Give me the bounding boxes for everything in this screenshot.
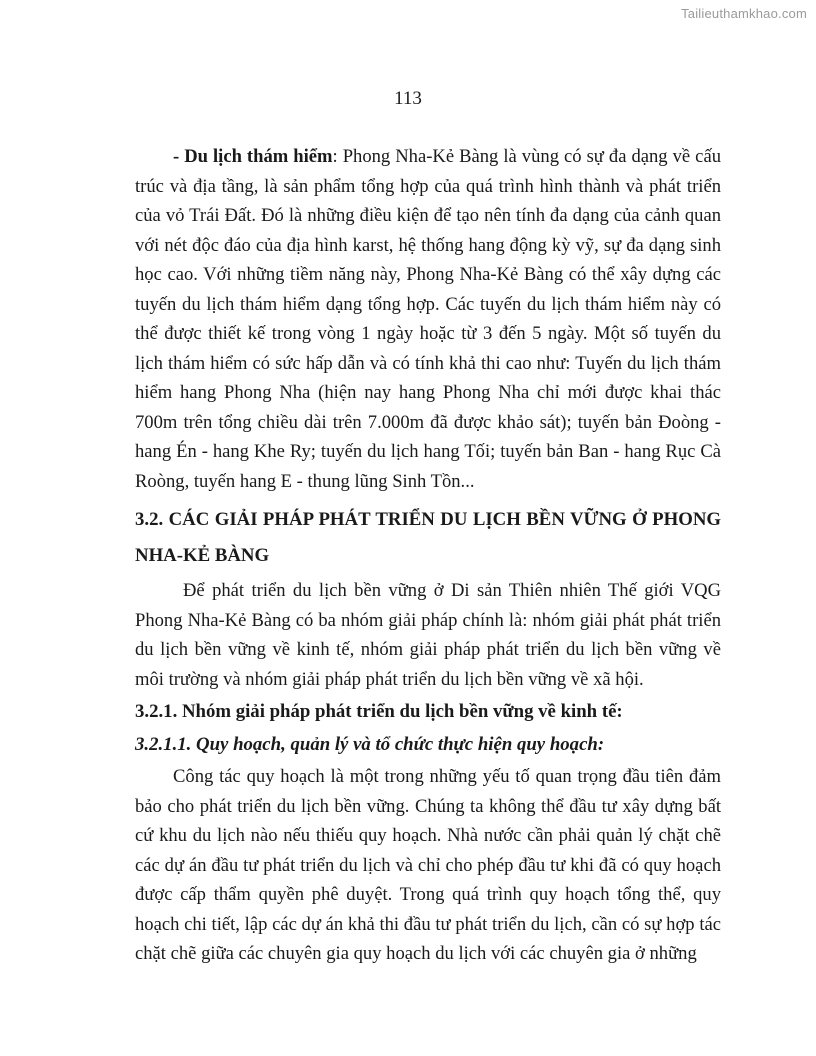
document-body <box>135 142 721 969</box>
paragraph-adventure-text: : Phong Nha-Kẻ Bàng là vùng có sự đa dạng về cấu trúc và địa tầng, là sản phẩm tổng hợp của quá trình hình thành và phát triển của vỏ Trái Đất. Đó là những điều kiện để tạo nên tính đa dạng của cảnh quan với nét độc đáo của địa hình karst, hệ thống hang động kỳ vỹ, sự đa dạng sinh học cao. Với những tiềm năng này, Phong Nha-Kẻ Bàng có thể xây dựng các tuyến du lịch thám hiểm dạng tổng hợp. Các tuyến du lịch thám hiểm này có thể được thiết kế trong vòng 1 ngày hoặc từ 3 đến 5 ngày. Một số tuyến du lịch thám hiểm có sức hấp dẫn và có tính khả thi cao như: Tuyến du lịch thám hiểm hang Phong Nha (hiện nay hang Phong Nha chỉ mới được khai thác 700m trên tổng chiều dài trên 7.000m đã được khảo sát); tuyến bản Đoòng - hang Én - hang Khe Ry; tuyến du lịch hang Tối; tuyến bản Ban - hang Rục Cà Roòng, tuyến hang E - thung lũng Sinh Tồn... <box>135 146 721 492</box>
section-heading-3-2: 3.2. CÁC GIẢI PHÁP PHÁT TRIỂN DU LỊCH BỀN VỮNG Ở PHONG NHA-KẺ BÀNG <box>135 509 721 566</box>
paragraph-planning: Công tác quy hoạch là một trong những yếu tố quan trọng đầu tiên đảm bảo cho phát triển du lịch bền vững. Chúng ta không thể đầu tư xây dựng bất cứ khu du lịch nào nếu thiếu quy hoạch. Nhà nước cần phải quản lý chặt chẽ các dự án đầu tư phát triển du lịch và chỉ cho phép đầu tư khi đã có quy hoạch được cấp thẩm quyền phê duyệt. Trong quá trình quy hoạch tổng thể, quy hoạch chi tiết, lập các dự án khả thi đầu tư phát triển du lịch, cần có sự hợp tác chặt chẽ giữa các chuyên gia quy hoạch du lịch với các chuyên gia ở những <box>135 766 721 964</box>
paragraph-lead-term: - Du lịch thám hiểm <box>173 146 333 167</box>
subsection-heading-3-2-1: 3.2.1. Nhóm giải pháp phát triển du lịch bền vững về kinh tế: <box>135 701 623 722</box>
subsection-heading-3-2-1-1: 3.2.1.1. Quy hoạch, quản lý và tổ chức thực hiện quy hoạch: <box>135 734 605 755</box>
paragraph-adventure-tourism <box>135 142 721 496</box>
watermark-text: Tailieuthamkhao.com <box>681 6 807 21</box>
paragraph-intro: Để phát triển du lịch bền vững ở Di sản Thiên nhiên Thế giới VQG Phong Nha-Kẻ Bàng có ba nhóm giải pháp chính là: nhóm giải phát phát triển du lịch bền vững về kinh tế, nhóm giải pháp phát triển du lịch bền vững về môi trường và nhóm giải pháp phát triển du lịch bền vững về xã hội. <box>135 580 721 690</box>
page-number: 113 <box>394 88 422 109</box>
